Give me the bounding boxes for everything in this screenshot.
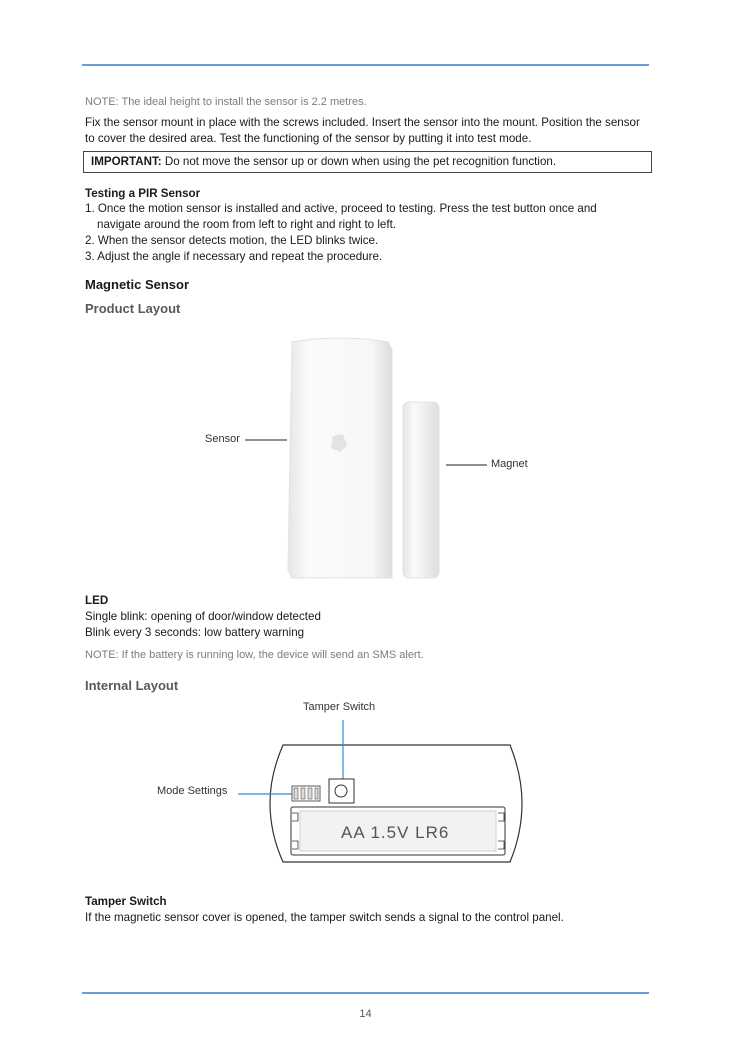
bottom-rule (82, 992, 649, 994)
led-heading: LED (85, 594, 109, 607)
mode-settings-label: Mode Settings (157, 785, 228, 797)
important-text: Do not move the sensor up or down when using the pet recognition function. (161, 155, 557, 168)
pir-step-1-cont: navigate around the room from left to right and right to left. (97, 218, 397, 231)
led-line-2: Blink every 3 seconds: low battery warning (85, 626, 305, 639)
pir-step-2: 2. When the sensor detects motion, the LED blinks twice. (85, 234, 379, 247)
important-label: IMPORTANT: (91, 155, 162, 168)
tamper-switch-label: Tamper Switch (303, 701, 376, 713)
tamper-heading: Tamper Switch (85, 895, 167, 908)
pir-step-1: 1. Once the motion sensor is installed and active, proceed to testing. Press the test button once and (85, 202, 597, 215)
page-number: 14 (359, 1008, 372, 1020)
magnet-device (403, 402, 439, 578)
product-layout-heading: Product Layout (85, 301, 181, 316)
pir-steps (85, 201, 647, 265)
internal-layout-heading: Internal Layout (85, 678, 179, 693)
top-rule (82, 64, 649, 66)
sensor-device (288, 338, 392, 578)
battery-label: AA 1.5V LR6 (341, 823, 450, 842)
led-line-1: Single blink: opening of door/window detected (85, 610, 321, 623)
internal-illustration (0, 715, 731, 875)
note-install-height: NOTE: The ideal height to install the sensor is 2.2 metres. (85, 96, 367, 108)
tamper-switch-button (335, 785, 347, 797)
magnetic-sensor-heading: Magnetic Sensor (85, 277, 190, 292)
important-box (83, 151, 652, 173)
sensor-label: Sensor (205, 433, 240, 445)
led-note: NOTE: If the battery is running low, the device will send an SMS alert. (85, 649, 424, 661)
pir-heading: Testing a PIR Sensor (85, 187, 201, 200)
product-illustration (0, 330, 731, 590)
magnet-label: Magnet (491, 458, 528, 470)
pir-step-3: 3. Adjust the angle if necessary and repeat the procedure. (85, 250, 383, 263)
tamper-text: If the magnetic sensor cover is opened, the tamper switch sends a signal to the control panel. (85, 911, 564, 924)
install-paragraph: Fix the sensor mount in place with the screws included. Insert the sensor into the mount. Position the sensor to cover the desired area. Test the functioning of the sensor by putting it into test mode. (85, 116, 640, 145)
